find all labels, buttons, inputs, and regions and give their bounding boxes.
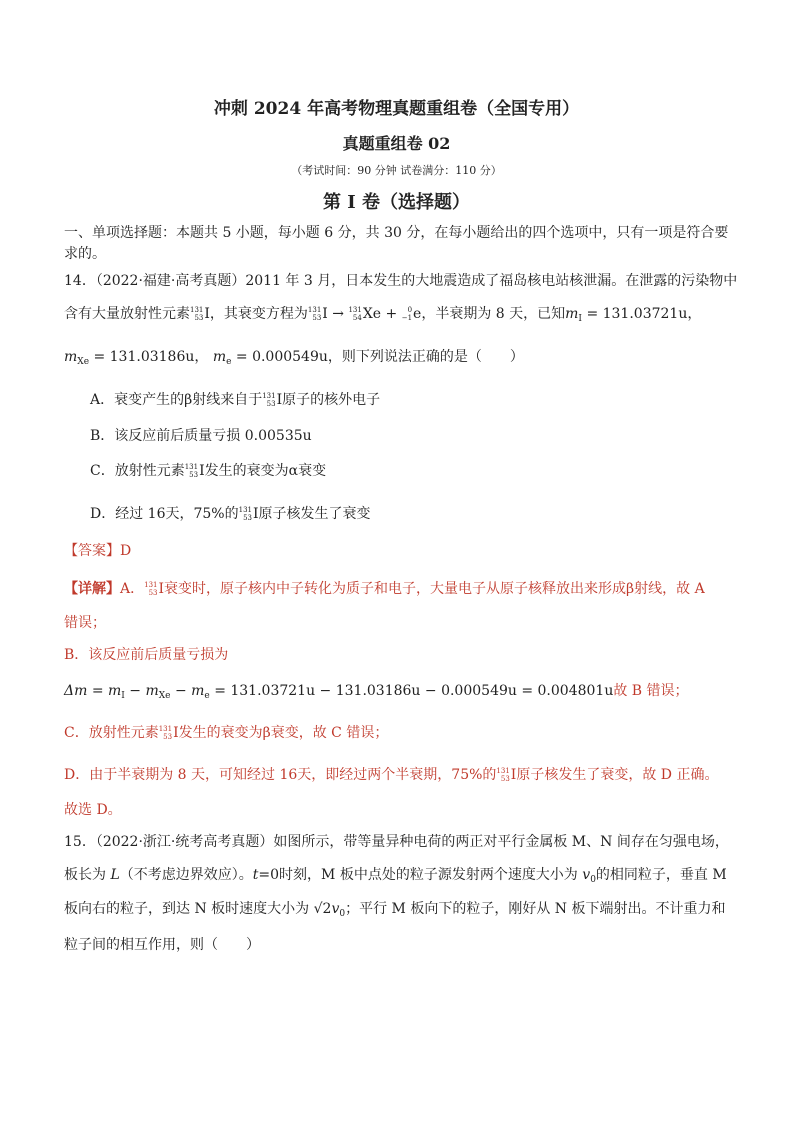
q14-stem-line-3: $m_{Xe} = 131.03186u$， $m_e = 0.000549u$，则下列说法正确的是（ ） xyxy=(64,349,524,367)
q14-option-c: C．放射性元素 131 53 I发生的衰变为α衰变 xyxy=(90,463,327,479)
nuclide-label: 131 53 xyxy=(496,767,510,783)
q15-stem-line-3: 板向右的粒子，到达 N 板时速度大小为 $√2v_0$；平行 M 板向下的粒子，刚好从 N 板下端射出。不计重力和 xyxy=(64,901,726,919)
paper-subtitle: 真题重组卷 02 xyxy=(342,134,451,153)
q14-option-d: D．经过 16天，75%的 131 53 I原子核发生了衰变 xyxy=(90,506,371,522)
nuclide-label: 131 53 xyxy=(190,306,204,322)
instructions-line-1: 一、单项选择题：本题共 5 小题，每小题 6 分，共 30 分，在每小题给出的四个选项中，只有一项是符合要 xyxy=(64,225,729,241)
nuclide-label: 131 54 xyxy=(348,306,362,322)
section-heading: 第 I 卷（选择题） xyxy=(323,192,470,213)
q14-conclusion: 故选 D。 xyxy=(64,802,122,818)
q14-answer: 【答案】D xyxy=(64,543,132,559)
exam-info: （考试时间：90 分钟 试卷满分：110 分） xyxy=(291,164,502,177)
q15-stem-line-1: 15．（2022·浙江·统考高考真题）如图所示，带等量异种电荷的两正对平行金属板 M、N 间存在匀强电场， xyxy=(64,834,729,850)
nuclide-label: 131 53 xyxy=(238,506,252,522)
q15-stem-line-4: 粒子间的相互作用，则（ ） xyxy=(64,937,260,953)
q14-stem-line-2: 含有大量放射性元素 131 53 I，其衰变方程为 131 53 I → 131 54 Xe + 0 −1 e，半衰期为 8 天，已知$m_I = 131.03721u$， xyxy=(64,306,702,324)
q14-stem-line-1: 14．（2022·福建·高考真题）2011 年 3 月，日本发生的大地震造成了福岛核电站核泄漏。在泄露的污染物中 xyxy=(64,273,738,289)
q14-option-a: A．衰变产生的β射线来自于 131 53 I原子的核外电子 xyxy=(90,392,381,408)
q14-detail-b: B．该反应前后质量亏损为 xyxy=(64,647,229,663)
nuclide-label: 131 53 xyxy=(307,306,322,322)
nuclide-label: 0 −1 xyxy=(401,306,413,322)
q14-detail-d: D．由于半衰期为 8 天，可知经过 16天，即经过两个半衰期，75%的 131 53 I原子核发生了衰变，故 D 正确。 xyxy=(64,767,719,783)
q14-detail-c: C．放射性元素 131 53 I发生的衰变为β衰变，故 C 错误； xyxy=(64,725,389,741)
q14-detail-b-formula: $\Delta m = m_I - m_{Xe} - m_e = 131.03721u - 131.03186u - 0.000549u = 0.004801u$故 B 错误； xyxy=(64,683,689,701)
nuclide-label: 131 53 xyxy=(184,463,199,479)
nuclide-label: 131 53 xyxy=(144,581,158,597)
page-title: 冲刺 2024 年高考物理真题重组卷（全国专用） xyxy=(213,99,580,119)
instructions-line-2: 求的。 xyxy=(64,246,106,262)
q15-stem-line-2: 板长为 L（不考虑边界效应）。t=0时刻，M 板中点处的粒子源发射两个速度大小为 $v_0$的相同粒子，垂直 M xyxy=(64,867,727,885)
q14-detail-a: 【详解】A． 131 53 I衰变时，原子核内中子转化为质子和电子，大量电子从原子核释放出来形成β射线，故 A xyxy=(64,581,705,597)
nuclide-label: 131 53 xyxy=(262,392,276,408)
q14-detail-a-cont: 错误； xyxy=(64,615,106,631)
q14-text: 含有大量放射性元素 xyxy=(64,306,190,322)
nuclide-label: 131 53 xyxy=(158,725,173,741)
q14-option-b: B．该反应前后质量亏损 0.00535u xyxy=(90,428,312,444)
